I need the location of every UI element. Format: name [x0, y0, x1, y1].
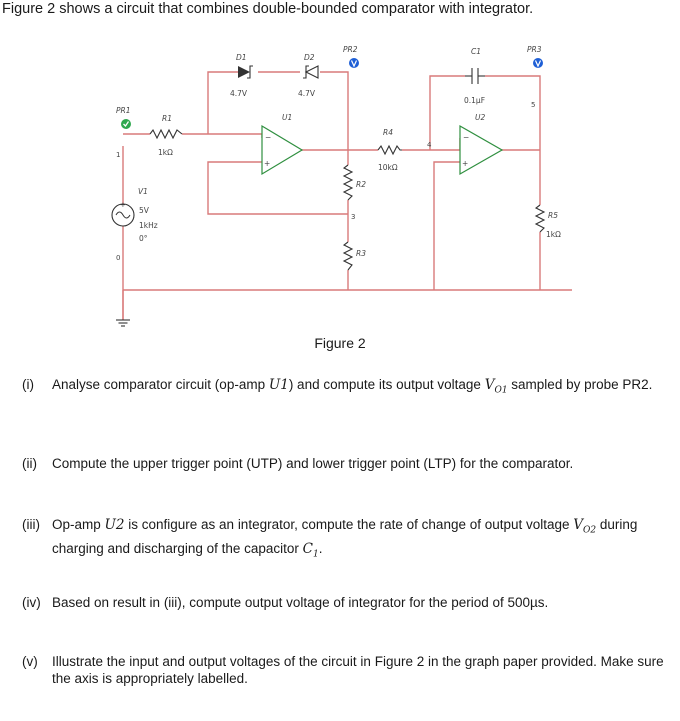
- resistor-r3: [344, 242, 366, 270]
- svg-text:PR1: PR1: [116, 106, 131, 115]
- svg-text:3: 3: [351, 213, 356, 221]
- question-iv: (iv) Based on result in (iii), compute output voltage of integrator for the period of 500µs.: [22, 595, 549, 610]
- svg-text:+: +: [120, 201, 126, 209]
- probe-pr1: [116, 106, 131, 129]
- svg-text:U2: U2: [475, 113, 486, 122]
- resistor-r4: [378, 128, 402, 172]
- svg-text:1kHz: 1kHz: [139, 221, 158, 230]
- svg-text:1kΩ: 1kΩ: [546, 230, 561, 239]
- svg-text:4: 4: [427, 141, 432, 149]
- probe-pr3: [527, 45, 543, 68]
- resistor-r2: [344, 165, 366, 200]
- check-icon: [121, 119, 131, 129]
- question-v: (v) Illustrate the input and output voltages of the circuit in Figure 2 in the graph paper provided. Make sure the axis is appropriately labelled.: [22, 654, 664, 686]
- node-numbers: [116, 101, 535, 262]
- svg-text:4.7V: 4.7V: [230, 89, 248, 98]
- question-number: (iv): [22, 595, 41, 610]
- svg-text:10kΩ: 10kΩ: [378, 163, 398, 172]
- svg-text:+: +: [264, 159, 271, 168]
- figure-caption: Figure 2: [314, 335, 366, 351]
- question-ii: (ii) Compute the upper trigger point (UTP) and lower trigger point (LTP) for the comparator.: [22, 456, 574, 471]
- circuit-schematic: [0, 0, 680, 330]
- svg-text:C1: C1: [471, 47, 482, 56]
- svg-text:5: 5: [531, 101, 536, 109]
- svg-text:V1: V1: [138, 187, 148, 196]
- svg-text:+: +: [462, 159, 469, 168]
- svg-text:R1: R1: [162, 114, 172, 123]
- svg-text:PR3: PR3: [527, 45, 542, 54]
- probe-pr2: [343, 45, 359, 68]
- question-number: (i): [22, 377, 34, 392]
- opamp-u2: [460, 113, 502, 174]
- question-number: (ii): [22, 456, 37, 471]
- zener-diode-d2: [298, 53, 318, 98]
- svg-text:1kΩ: 1kΩ: [158, 148, 173, 157]
- svg-text:R4: R4: [383, 128, 393, 137]
- svg-text:R5: R5: [548, 211, 558, 220]
- svg-text:−: −: [463, 133, 470, 142]
- zener-diode-d1: [230, 53, 253, 98]
- question-number: (iii): [22, 517, 40, 532]
- svg-text:U1: U1: [282, 113, 293, 122]
- question-number: (v): [22, 654, 38, 669]
- question-iii: (iii) Op-amp U2 is configure as an integrator, compute the rate of change of output voltage $V_{O2}$ during charging and discharging of the capacitor $C_1$.: [22, 517, 638, 560]
- svg-text:D1: D1: [236, 53, 247, 62]
- svg-text:R2: R2: [356, 180, 366, 189]
- resistor-r1: [150, 114, 182, 157]
- svg-text:−: −: [265, 133, 272, 142]
- problem-heading: Figure 2 shows a circuit that combines double-bounded comparator with integrator.: [2, 1, 534, 17]
- voltage-source-v1: [112, 187, 158, 243]
- circuit-wires: [123, 72, 572, 320]
- svg-text:0°: 0°: [139, 234, 148, 243]
- svg-text:PR2: PR2: [343, 45, 358, 54]
- svg-text:R3: R3: [356, 249, 366, 258]
- svg-text:0.1µF: 0.1µF: [464, 96, 486, 105]
- svg-text:0: 0: [116, 254, 121, 262]
- svg-text:D2: D2: [304, 53, 315, 62]
- svg-text:1: 1: [116, 151, 121, 159]
- question-i: (i) Analyse comparator circuit (op-amp U1) and compute its output voltage $V_{O1}$ sampled by probe PR2.: [22, 377, 653, 396]
- capacitor-c1: [464, 47, 485, 105]
- opamp-u1: [262, 113, 302, 174]
- svg-text:5V: 5V: [139, 206, 149, 215]
- svg-text:4.7V: 4.7V: [298, 89, 316, 98]
- ground-symbol: [116, 320, 130, 326]
